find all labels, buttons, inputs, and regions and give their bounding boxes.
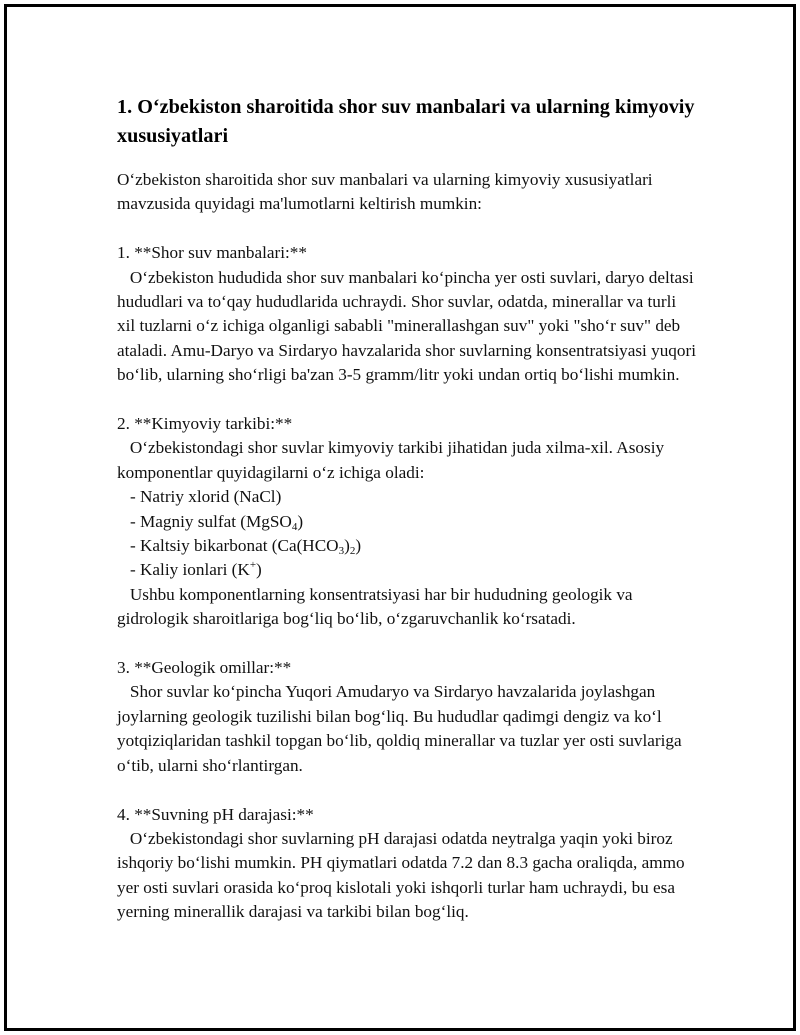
section-3-body [117, 680, 697, 778]
section-1-text: O‘zbekiston hududida shor suv manbalari ko‘pincha yer osti suvlari, daryo deltasi hududlari va to‘qay hududlarida uchraydi. Shor suvlar, odatda, minerallar va turli xil tuzlarni o‘z ichiga olganligi sababli "minerallashgan suv" yoki "sho‘r suv" deb ataladi. Amu-Daryo va Sirdaryo havzalarida shor suvlarning konsentratsiyasi yuqori bo‘lib, ularning sho‘rligi ba'zan 3-5 gramm/litr yoki undan ortiq bo‘lishi mumkin. [117, 267, 696, 385]
section-1-body [117, 266, 697, 388]
section-3-text: Shor suvlar ko‘pincha Yuqori Amudaryo va Sirdaryo havzalarida joylashgan joylarning geologik tuzilishi bilan bog‘liq. Bu hududlar qadimgi dengiz va ko‘l yotqiziqlaridan tashkil topgan bo‘lib, qoldiq minerallar va tuzlar yer osti suvlariga o‘tib, ularni sho‘rlantirgan. [117, 682, 682, 775]
section-2-closing [117, 583, 697, 632]
section-1-heading: 1. **Shor suv manbalari:** [117, 243, 307, 263]
list-item-text: - Natriy xlorid (NaCl) [130, 487, 282, 507]
list-item-magnesium-sulfate [117, 510, 697, 534]
list-item-text: - Kaltsiy bikarbonat (Ca(HCO [130, 536, 339, 556]
section-3-heading: 3. **Geologik omillar:** [117, 658, 292, 678]
list-item-suffix: ) [256, 560, 262, 580]
list-item-potassium-ions [117, 558, 697, 582]
document-title: 1. O‘zbekiston sharoitida shor suv manbalari va ularning kimyoviy xususiyatlari [117, 96, 695, 147]
list-item-calcium-bicarbonate [117, 534, 697, 558]
section-2-heading: 2. **Kimyoviy tarkibi:** [117, 414, 293, 434]
section-4-heading: 4. **Suvning pH darajasi:** [117, 804, 314, 824]
section-4-text: O‘zbekistondagi shor suvlarning pH darajasi odatda neytralga yaqin yoki biroz ishqoriy bo‘lishi mumkin. PH qiymatlari odatda 7.2 dan 8.3 gacha oraliqda, ammo yer osti suvlari orasida ko‘proq kislotali yoki ishqorli turlar ham uchraydi, bu esa yerning minerallik darajasi va tarkibi bilan bog‘liq. [117, 828, 685, 922]
section-2-text: O‘zbekistondagi shor suvlar kimyoviy tarkibi jihatidan juda xilma-xil. Asosiy komponentlar quyidagilarni o‘z ichiga oladi: [117, 438, 665, 482]
intro-paragraph: O‘zbekiston sharoitida shor suv manbalari va ularning kimyoviy xususiyatlari mavzusida quyidagi ma'lumotlarni keltirish mumkin: [117, 170, 653, 214]
subscript: 3 [338, 545, 345, 558]
section-2-body [117, 436, 697, 485]
list-item-text: - Kaliy ionlari (K [130, 560, 250, 580]
list-item-sodium-chloride [117, 485, 697, 509]
superscript: + [249, 559, 257, 572]
section-2-closing-text: Ushbu komponentlarning konsentratsiyasi har bir hududning geologik va gidrologik sharoitlariga bog‘liq bo‘lib, o‘zgaruvchanlik ko‘rsatadi. [117, 584, 633, 629]
list-item-suffix: ) [355, 536, 362, 556]
list-item-text: - Magniy sulfat (MgSO [130, 511, 292, 531]
list-item-mid: ) [344, 536, 350, 556]
section-4-body [117, 827, 697, 925]
subscript: 4 [291, 520, 298, 533]
document-content [117, 93, 697, 925]
list-item-suffix: ) [297, 511, 304, 531]
subscript: 2 [349, 545, 356, 558]
